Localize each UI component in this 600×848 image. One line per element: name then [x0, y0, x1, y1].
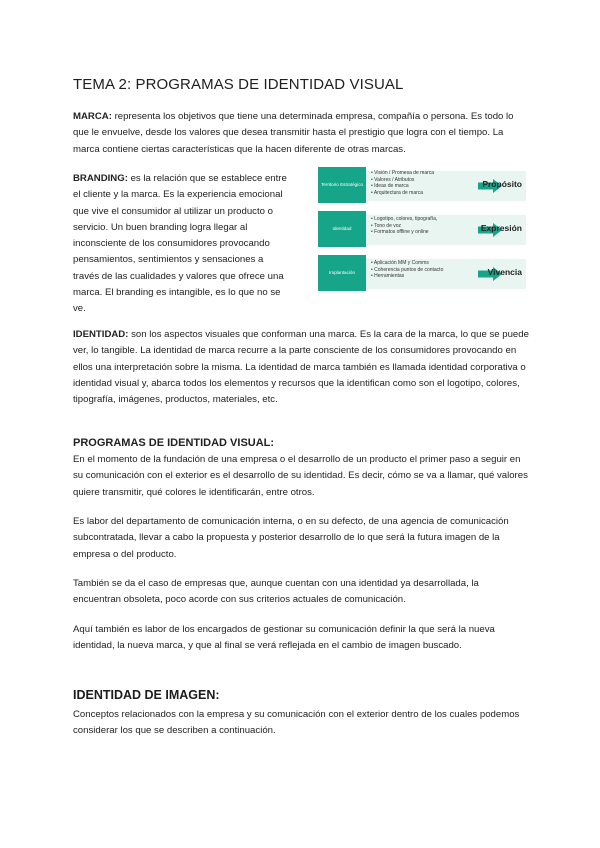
imagen-text: Conceptos relacionados con la empresa y su comunicación con el exterior dentro de los cuales podemos considerar los que se describen a continuación.	[73, 709, 520, 737]
programas-p4: Aquí también es labor de los encargados de gestionar su comunicación definir la que será la nueva identidad, la nueva marca, y que al final se verá reflejada en el cambio de imagen buscado.	[73, 624, 495, 652]
marca-label: MARCA:	[73, 111, 112, 122]
programas-heading: PROGRAMAS DE IDENTIDAD VISUAL:	[73, 437, 275, 449]
diagram-result: Expresión	[480, 223, 522, 233]
programas-p3: También se da el caso de empresas que, aunque cuentan con una identidad ya desarrollada, la encuentran obsoleta, poco acorde con sus criterios actuales de comunicación.	[73, 578, 479, 606]
marca-paragraph	[73, 109, 529, 158]
diagram-bullets	[371, 260, 481, 280]
identidad-text: son los aspectos visuales que conforman una marca. Es la cara de la marca, lo que se puede ver, lo tangible. La identidad de marca recurre a la parte consciente de los consumidores provocando en ellos una interpretación sobre la misma. La identidad de marca también es llamada identidad corporativa o identidad visual y, abarca todos los elementos y recursos que la identifican como son el logotipo, colores, tipografía, imágenes, productos, materiales, etc.	[73, 329, 529, 406]
diagram-bullet: • Herramientas	[371, 273, 481, 280]
branding-paragraph	[73, 171, 287, 318]
diagram-result: Vivencia	[487, 267, 522, 277]
diagram-side-label: Implantación	[318, 255, 366, 291]
programas-p1: En el momento de la fundación de una empresa o el desarrollo de un producto el primer paso a seguir en su comunicación con el exterior es el desarrollo de su identidad. Es decir, cómo se va a llamar, qué valores quiere transmitir, qué colores le identificarán, entre otros.	[73, 454, 528, 498]
marca-text: representa los objetivos que tiene una determinada empresa, compañía o persona. Es todo lo que le envuelve, desde los valores que desea transmitir hasta el prestigio que logra con el tiempo. La marca contiene ciertas características que la hacen diferente de otras marcas.	[73, 111, 514, 155]
diagram-side-label: Territorio Estratégico	[318, 167, 366, 203]
diagram-result: Propósito	[482, 179, 522, 189]
diagram-bullet: • Valores / Atributos	[371, 177, 481, 184]
diagram-bullet: • Formatos offline y online	[371, 229, 481, 236]
diagram-bullets	[371, 216, 481, 236]
diagram-bullet: • Tono de voz	[371, 223, 481, 230]
page-title: TEMA 2: PROGRAMAS DE IDENTIDAD VISUAL	[73, 76, 404, 93]
imagen-heading: IDENTIDAD DE IMAGEN:	[73, 688, 220, 702]
diagram-bullet: • Arquitectura de marca	[371, 190, 481, 197]
branding-label: BRANDING:	[73, 173, 128, 184]
diagram-side-label: Identidad	[318, 211, 366, 247]
programas-p2: Es labor del departamento de comunicación interna, o en su defecto, de una agencia de comunicación subcontratada, llevar a cabo la propuesta y posterior desarrollo de lo que será la futura imagen de la empresa o del producto.	[73, 516, 509, 560]
diagram-row	[318, 255, 526, 291]
diagram-bullet: • Aplicación MM y Comms	[371, 260, 481, 267]
diagram-bullet: • Coherencia puntos de contacto	[371, 267, 481, 274]
brand-diagram	[318, 167, 526, 291]
diagram-bullet: • Visión / Promesa de marca	[371, 170, 481, 177]
diagram-bullet: • Ideas de marca	[371, 183, 481, 190]
identidad-label: IDENTIDAD:	[73, 329, 129, 340]
branding-text: es la relación que se establece entre el cliente y la marca. Es la experiencia emocional que vive el consumidor al utilizar un producto o servicio. Un buen branding logra llegar al inconsciente de los consumidores provocando pensamientos, sentimientos y sensaciones a través de las cualidades y valores que ofrece una marca. El branding es intangible, es lo que no se ve.	[73, 173, 287, 315]
diagram-bullets	[371, 170, 481, 196]
diagram-row	[318, 167, 526, 203]
diagram-bullet: • Logotipo, colores, tipografía,	[371, 216, 481, 223]
diagram-row	[318, 211, 526, 247]
identidad-paragraph	[73, 327, 529, 408]
